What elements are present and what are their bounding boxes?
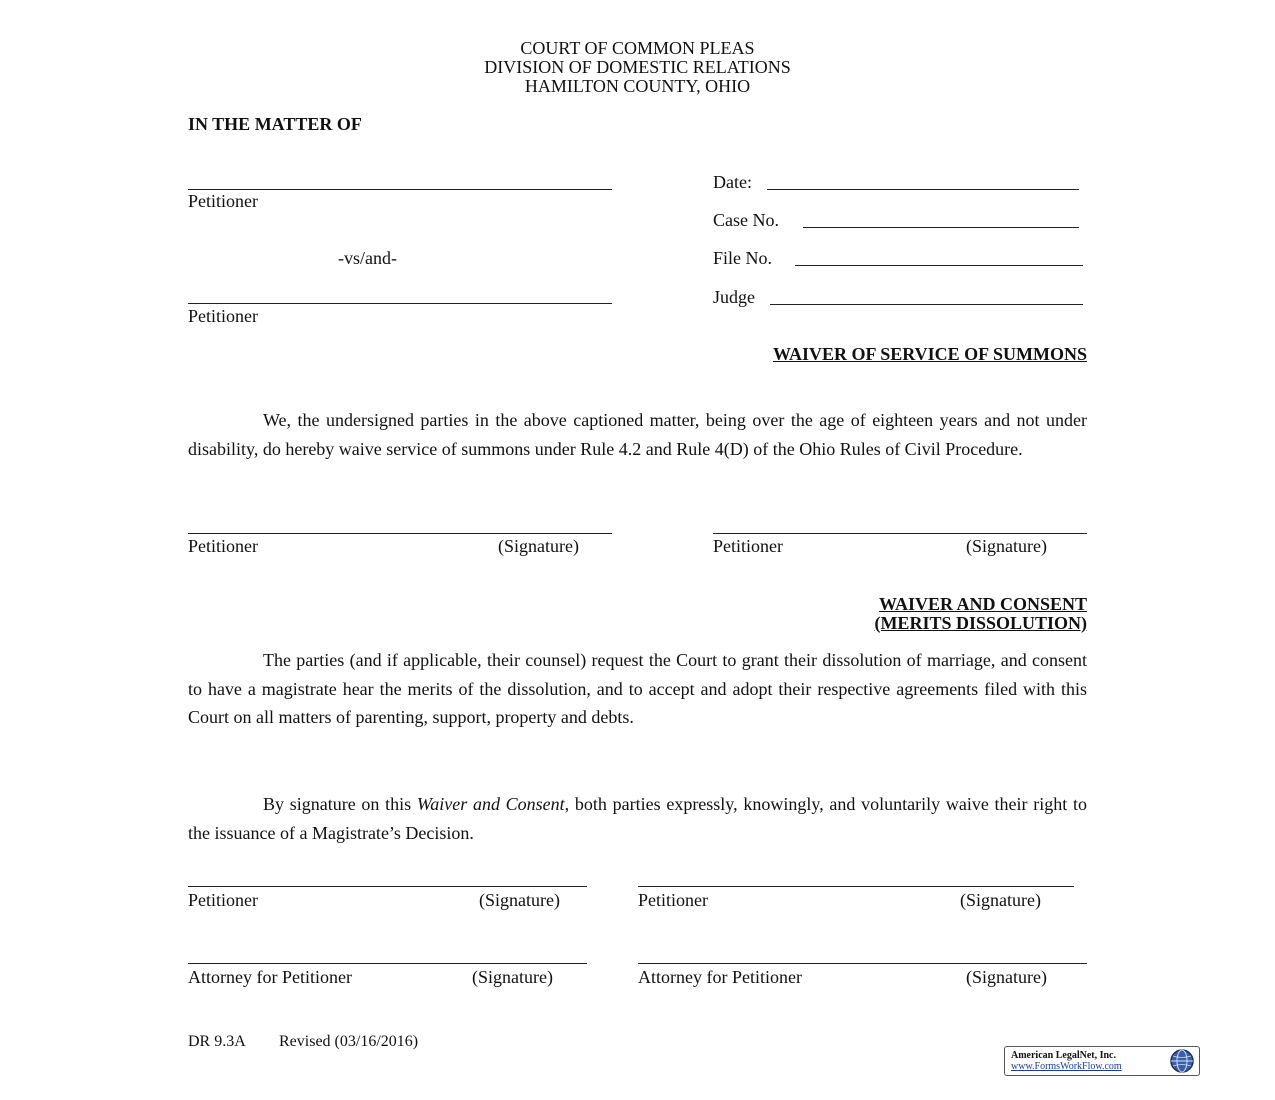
waiver-service-title: WAIVER OF SERVICE OF SUMMONS xyxy=(772,344,1087,364)
consent-sig2-left-line[interactable] xyxy=(188,963,587,964)
waiver-consent-text2-suffix: , both parties expressly, knowingly, and voluntarily waive their right to the issuance of a Magistrate’s Decision. xyxy=(188,794,1087,843)
matter-heading: IN THE MATTER OF xyxy=(188,114,362,134)
service-sig-left-sig: (Signature) xyxy=(498,536,579,556)
court-county: HAMILTON COUNTY, OHIO xyxy=(524,76,751,96)
judge-line[interactable] xyxy=(770,304,1083,305)
consent-sig1-left-label: Petitioner xyxy=(188,890,258,910)
petitioner2-name-line[interactable] xyxy=(188,303,612,304)
file-no-line[interactable] xyxy=(795,265,1083,266)
file-no-label: File No. xyxy=(713,248,773,268)
date-line[interactable] xyxy=(767,189,1079,190)
legalnet-logo[interactable] xyxy=(1004,1046,1200,1076)
waiver-consent-title-line2: (MERITS DISSOLUTION) xyxy=(874,613,1087,633)
waiver-consent-text2-italic: Waiver and Consent xyxy=(416,794,565,814)
waiver-consent-text1: The parties (and if applicable, their counsel) request the Court to grant their dissolution of marriage, and consent to have a magistrate hear the merits of the dissolution, and to accept and adopt their respective agreements filed with this Court on all matters of parenting, support, property and debts. xyxy=(188,650,1087,728)
consent-sig2-left-sig: (Signature) xyxy=(472,967,553,987)
consent-sig1-right-line[interactable] xyxy=(638,886,1074,887)
vs-text: -vs/and- xyxy=(338,248,397,268)
waiver-consent-body1 xyxy=(188,646,1087,732)
petitioner2-label: Petitioner xyxy=(188,306,258,326)
petitioner1-name-line[interactable] xyxy=(188,189,612,190)
globe-icon xyxy=(1169,1048,1195,1074)
waiver-consent-text2-prefix: By signature on this xyxy=(263,794,417,814)
court-division: DIVISION OF DOMESTIC RELATIONS xyxy=(484,57,791,77)
consent-sig2-right-label: Attorney for Petitioner xyxy=(638,967,802,987)
consent-sig1-left-sig: (Signature) xyxy=(479,890,560,910)
consent-sig2-left-label: Attorney for Petitioner xyxy=(188,967,352,987)
waiver-consent-title-line1: WAIVER AND CONSENT xyxy=(878,594,1087,614)
waiver-consent-body2 xyxy=(188,790,1087,847)
consent-sig1-right-label: Petitioner xyxy=(638,890,708,910)
date-label: Date: xyxy=(713,172,752,192)
service-sig-right-line[interactable] xyxy=(713,533,1087,534)
petitioner1-label: Petitioner xyxy=(188,191,258,211)
consent-sig1-right-sig: (Signature) xyxy=(960,890,1041,910)
consent-sig2-right-sig: (Signature) xyxy=(966,967,1047,987)
consent-sig1-left-line[interactable] xyxy=(188,886,587,887)
case-no-label: Case No. xyxy=(713,210,779,230)
consent-sig2-right-line[interactable] xyxy=(638,963,1087,964)
waiver-service-text: We, the undersigned parties in the above captioned matter, being over the age of eighteen years and not under disability, do hereby waive service of summons under Rule 4.2 and Rule 4(D) of the Ohio Rules of Civil Procedure. xyxy=(188,410,1087,459)
form-revised: Revised (03/16/2016) xyxy=(279,1033,419,1050)
case-no-line[interactable] xyxy=(803,227,1079,228)
logo-url[interactable]: www.FormsWorkFlow.com xyxy=(1011,1061,1122,1072)
form-id: DR 9.3A xyxy=(188,1033,246,1050)
service-sig-right-sig: (Signature) xyxy=(966,536,1047,556)
service-sig-left-label: Petitioner xyxy=(188,536,258,556)
waiver-service-body xyxy=(188,406,1087,463)
court-name: COURT OF COMMON PLEAS xyxy=(520,38,755,58)
service-sig-right-label: Petitioner xyxy=(713,536,783,556)
service-sig-left-line[interactable] xyxy=(188,533,612,534)
logo-company: American LegalNet, Inc. xyxy=(1011,1050,1116,1061)
judge-label: Judge xyxy=(713,287,755,307)
